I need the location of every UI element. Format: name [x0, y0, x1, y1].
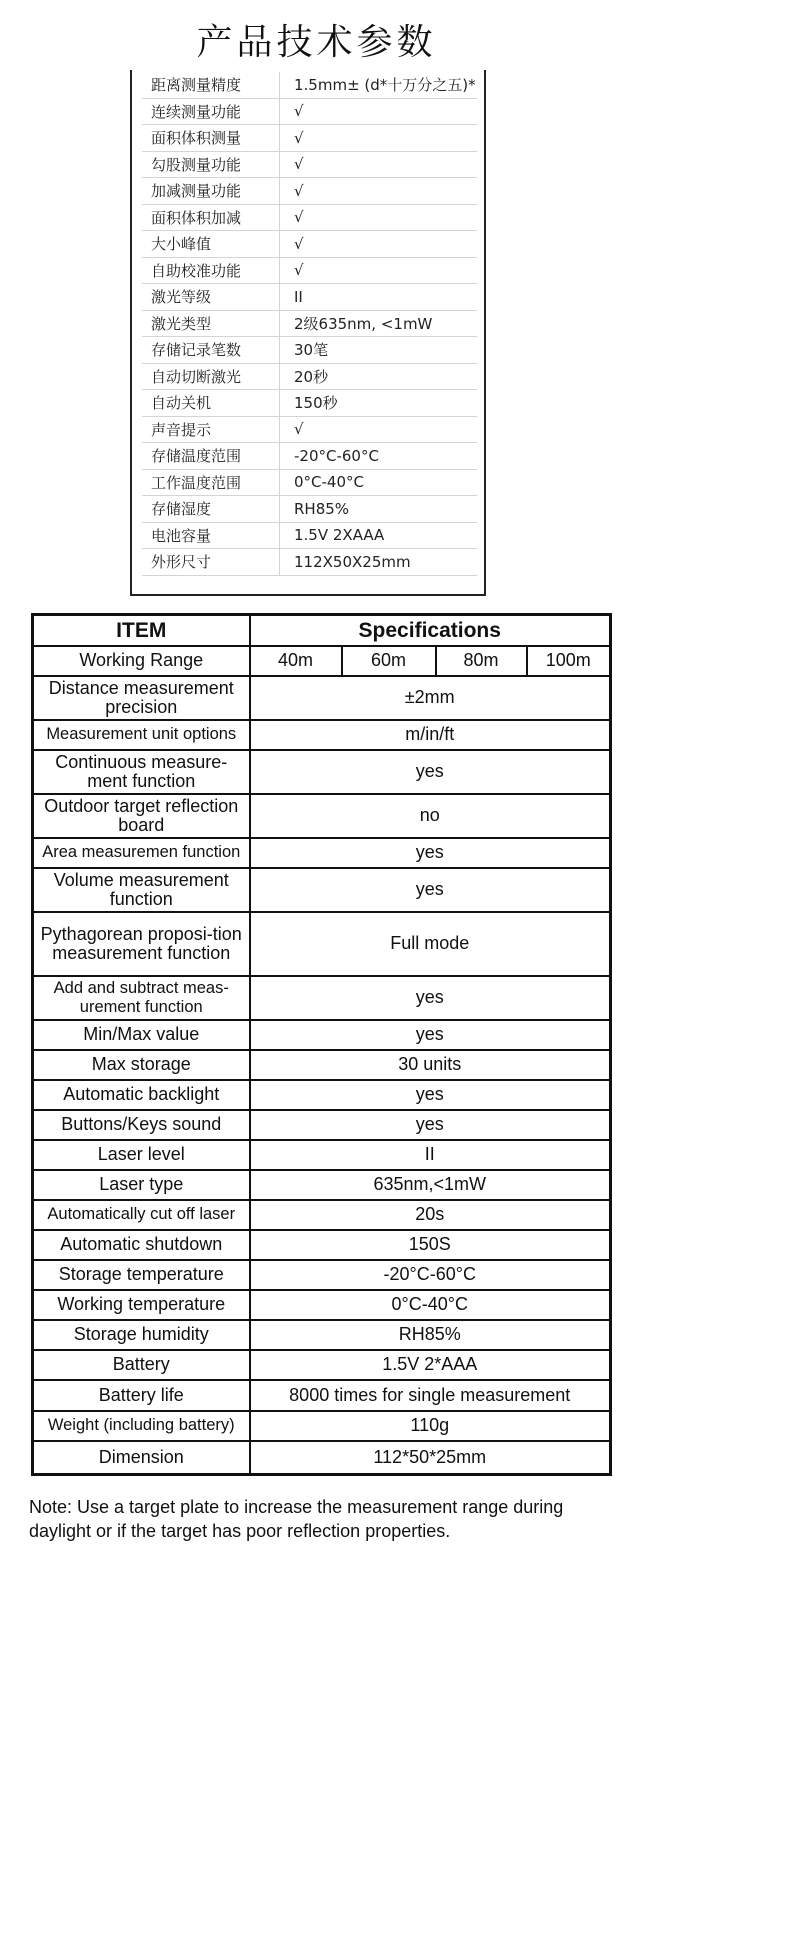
cn-spec-value: 150秒	[280, 390, 478, 417]
cn-spec-row	[142, 284, 477, 311]
cn-spec-value: √	[280, 416, 478, 443]
header-item: ITEM	[33, 615, 250, 646]
spec-item-label: Storage humidity	[33, 1320, 250, 1350]
cn-spec-label: 自动切断激光	[142, 363, 280, 390]
cn-spec-label: 外形尺寸	[142, 549, 280, 576]
cn-spec-label: 激光类型	[142, 310, 280, 337]
cn-spec-row	[142, 151, 477, 178]
spec-item-label: Working temperature	[33, 1290, 250, 1320]
cn-spec-label: 自动关机	[142, 390, 280, 417]
spec-item-value: Full mode	[250, 912, 611, 976]
cn-spec-value: 30笔	[280, 337, 478, 364]
working-range-label: Working Range	[33, 646, 250, 676]
spec-item-label: Area measuremen function	[33, 838, 250, 868]
spec-item-label: Min/Max value	[33, 1020, 250, 1050]
cn-spec-value: 1.5mm± (d*十万分之五)*	[280, 72, 478, 98]
spec-item-label: Add and subtract meas-urement function	[33, 976, 250, 1020]
table-row	[33, 1230, 611, 1260]
spec-item-value: 30 units	[250, 1050, 611, 1080]
cn-spec-label: 存储湿度	[142, 496, 280, 523]
spec-item-value: yes	[250, 750, 611, 794]
spec-item-value: yes	[250, 1020, 611, 1050]
table-row	[33, 1260, 611, 1290]
cn-spec-row	[142, 469, 477, 496]
cn-spec-value: 20秒	[280, 363, 478, 390]
cn-spec-value: √	[280, 231, 478, 258]
cn-spec-row	[142, 522, 477, 549]
cn-spec-label: 工作温度范围	[142, 469, 280, 496]
spec-item-value: 20s	[250, 1200, 611, 1230]
cn-spec-panel	[130, 70, 486, 596]
spec-item-value: 150S	[250, 1230, 611, 1260]
cn-spec-label: 存储温度范围	[142, 443, 280, 470]
cn-spec-value: 2级635nm, <1mW	[280, 310, 478, 337]
cn-spec-label: 面积体积加减	[142, 204, 280, 231]
table-row	[33, 1441, 611, 1475]
table-row	[33, 912, 611, 976]
cn-spec-label: 存储记录笔数	[142, 337, 280, 364]
spec-item-value: no	[250, 794, 611, 838]
spec-item-value: RH85%	[250, 1320, 611, 1350]
table-row	[33, 838, 611, 868]
cn-spec-row	[142, 72, 477, 98]
cn-spec-label: 激光等级	[142, 284, 280, 311]
spec-item-label: Dimension	[33, 1441, 250, 1475]
spec-item-value: ±2mm	[250, 676, 611, 720]
spec-item-label: Volume measurement function	[33, 868, 250, 912]
spec-item-value: m/in/ft	[250, 720, 611, 750]
spec-item-label: Continuous measure-ment function	[33, 750, 250, 794]
cn-spec-label: 距离测量精度	[142, 72, 280, 98]
cn-spec-label: 大小峰值	[142, 231, 280, 258]
cn-spec-row	[142, 549, 477, 576]
cn-spec-label: 加减测量功能	[142, 178, 280, 205]
table-row	[33, 1170, 611, 1200]
cn-spec-value: 1.5V 2XAAA	[280, 522, 478, 549]
cn-spec-row	[142, 496, 477, 523]
cn-spec-table	[142, 72, 477, 576]
spec-item-value: yes	[250, 1080, 611, 1110]
cn-spec-value: II	[280, 284, 478, 311]
table-row	[33, 1200, 611, 1230]
cn-spec-row	[142, 390, 477, 417]
spec-item-label: Distance measurement precision	[33, 676, 250, 720]
table-row	[33, 1080, 611, 1110]
range-value: 60m	[342, 646, 436, 676]
spec-item-value: II	[250, 1140, 611, 1170]
spec-item-value: 110g	[250, 1411, 611, 1441]
spec-item-value: 1.5V 2*AAA	[250, 1350, 611, 1380]
table-row	[33, 1320, 611, 1350]
spec-item-label: Measurement unit options	[33, 720, 250, 750]
table-row	[33, 1050, 611, 1080]
range-value: 100m	[527, 646, 611, 676]
spec-item-value: yes	[250, 838, 611, 868]
table-row	[33, 1411, 611, 1441]
spec-item-value: yes	[250, 976, 611, 1020]
cn-spec-row	[142, 363, 477, 390]
spec-item-label: Outdoor target reflection board	[33, 794, 250, 838]
table-row	[33, 1020, 611, 1050]
spec-item-value: -20°C-60°C	[250, 1260, 611, 1290]
cn-spec-value: √	[280, 178, 478, 205]
cn-spec-row	[142, 178, 477, 205]
spec-item-label: Laser type	[33, 1170, 250, 1200]
cn-spec-label: 自助校准功能	[142, 257, 280, 284]
spec-item-label: Automatically cut off laser	[33, 1200, 250, 1230]
spec-item-label: Max storage	[33, 1050, 250, 1080]
cn-spec-label: 声音提示	[142, 416, 280, 443]
table-row	[33, 720, 611, 750]
cn-spec-value: -20°C-60°C	[280, 443, 478, 470]
cn-spec-label: 连续测量功能	[142, 98, 280, 125]
en-spec-table	[31, 613, 612, 1476]
table-row	[33, 976, 611, 1020]
cn-spec-label: 勾股测量功能	[142, 151, 280, 178]
footnote: Note: Use a target plate to increase the measurement range during daylight or if the target has poor reflection properties.	[29, 1497, 564, 1541]
table-row	[33, 868, 611, 912]
cn-spec-row	[142, 204, 477, 231]
cn-spec-row	[142, 125, 477, 152]
header-specifications: Specifications	[250, 615, 611, 646]
spec-item-label: Pythagorean proposi-tion measurement function	[33, 912, 250, 976]
working-range-row	[33, 646, 611, 676]
cn-spec-value: 112X50X25mm	[280, 549, 478, 576]
cn-spec-value: √	[280, 151, 478, 178]
spec-item-label: Automatic shutdown	[33, 1230, 250, 1260]
table-row	[33, 794, 611, 838]
spec-item-value: yes	[250, 868, 611, 912]
spec-item-value: 112*50*25mm	[250, 1441, 611, 1475]
table-header-row	[33, 615, 611, 646]
spec-item-label: Storage temperature	[33, 1260, 250, 1290]
spec-item-value: 635nm,<1mW	[250, 1170, 611, 1200]
cn-spec-value: √	[280, 204, 478, 231]
cn-spec-row	[142, 310, 477, 337]
cn-spec-label: 电池容量	[142, 522, 280, 549]
spec-item-label: Battery	[33, 1350, 250, 1380]
table-row	[33, 1110, 611, 1140]
range-value: 80m	[436, 646, 527, 676]
spec-item-label: Battery life	[33, 1380, 250, 1411]
table-row	[33, 1350, 611, 1380]
cn-spec-value: RH85%	[280, 496, 478, 523]
spec-item-label: Automatic backlight	[33, 1080, 250, 1110]
spec-item-value: 8000 times for single measurement	[250, 1380, 611, 1411]
cn-spec-value: √	[280, 98, 478, 125]
spec-item-label: Laser level	[33, 1140, 250, 1170]
cn-page-title: 产品技术参数	[196, 22, 437, 63]
range-value: 40m	[250, 646, 342, 676]
cn-spec-label: 面积体积测量	[142, 125, 280, 152]
cn-spec-value: √	[280, 257, 478, 284]
cn-spec-row	[142, 416, 477, 443]
table-row	[33, 750, 611, 794]
spec-item-value: 0°C-40°C	[250, 1290, 611, 1320]
table-row	[33, 1290, 611, 1320]
cn-spec-value: √	[280, 125, 478, 152]
cn-spec-row	[142, 337, 477, 364]
spec-item-value: yes	[250, 1110, 611, 1140]
table-row	[33, 676, 611, 720]
cn-spec-row	[142, 98, 477, 125]
cn-spec-value: 0°C-40°C	[280, 469, 478, 496]
cn-spec-row	[142, 231, 477, 258]
cn-spec-row	[142, 443, 477, 470]
table-row	[33, 1140, 611, 1170]
table-row	[33, 1380, 611, 1411]
spec-item-label: Buttons/Keys sound	[33, 1110, 250, 1140]
cn-spec-row	[142, 257, 477, 284]
spec-item-label: Weight (including battery)	[33, 1411, 250, 1441]
